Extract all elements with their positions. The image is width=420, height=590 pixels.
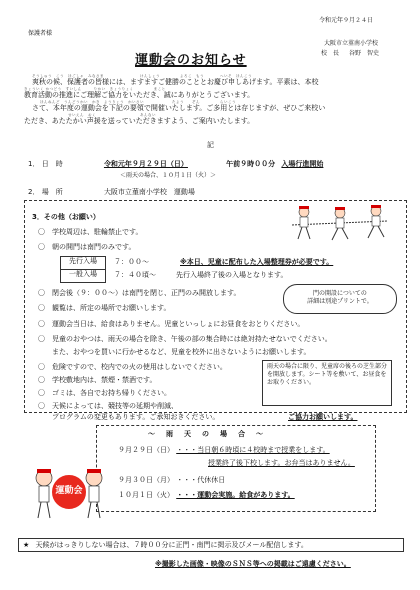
- rain-row-3: [118, 476, 225, 485]
- lunch-note: 〇 運動会当日は、給食はありません。児童といっしょにお昼食をおとりください。: [52, 320, 304, 329]
- fire-note: 〇 危険ですので、校内での火の使用はしないでください。: [52, 363, 227, 372]
- rain-row-4-text: ・・・運動会実施。給食があります。: [176, 491, 295, 499]
- date-item: [28, 160, 323, 169]
- gate1-note: ※本日、児童に配布した入場整理券が必要です。: [180, 258, 334, 266]
- gate1-time: ７：００〜: [114, 258, 149, 266]
- rain-date: ＜雨天の場合、１０月１日（火）＞: [120, 172, 217, 179]
- notice-text: 天候がはっきりしない場合は、７時００分に正門・南門に掲示及びメール配信します。: [35, 541, 308, 549]
- rain-row-3-text: ・・・代休休日: [176, 476, 226, 484]
- place-value: 大阪市立菫南小学校 運動場: [103, 188, 195, 196]
- smoking-note: 〇 学校敷地内は、禁煙・禁酒です。: [52, 376, 156, 385]
- place-item: [28, 188, 195, 197]
- intro-line-2: 教育活動の推進にご理解ご協力をいただき、誠にありがとうございます。: [24, 91, 255, 99]
- sns-footer: ※撮影した画像・映像のＳＮＳ等への掲載はご遠慮ください。: [155, 560, 351, 568]
- weather-note: [52, 402, 178, 411]
- page-title: 運動会のお知らせ: [135, 53, 247, 68]
- intro-line-4: ただき、あたたかい声援を送っていただきますよう、ご案内いたします。: [24, 117, 255, 125]
- closing-note: 〇 閉会後（９：００〜）は南門を閉じ、正門のみ開放します。: [52, 289, 240, 298]
- rain-title: 〜 雨 天 の 場 合 〜: [148, 430, 265, 438]
- gate-info-bubble: [283, 284, 397, 314]
- bubble-line-2: 詳細は別途プリントで。: [307, 298, 373, 305]
- parking-note: 〇 学校周辺は、駐輪禁止です。: [52, 228, 142, 237]
- intro-line-3: さて、本年度の運動会を下記の要領で開催いたします。ご多用とは存じますが、ぜひご来校い: [32, 104, 326, 112]
- date-ceremony: 入場行進開始: [281, 160, 324, 168]
- trash-note: 〇 ゴミは、各自でお持ち帰りください。: [52, 389, 171, 398]
- notice-box: [18, 538, 404, 552]
- sports-day-logo: [28, 458, 108, 528]
- others-heading: 3．その他（お願い）: [32, 213, 100, 221]
- snack-note: 〇 児童のおやつは、雨天の場合を除き、午後の部の集合時には絶対持たせないでください。: [52, 335, 332, 344]
- principal-line: [321, 50, 379, 58]
- rain-lunch-box: 雨天の場合に限り、児童席の後ろの芝生部分を開放します。シート等を敷いて、お昼食をお取りください。: [262, 360, 392, 406]
- rain-row-1-date: ９月２９日（日）: [118, 446, 174, 454]
- gate2-label: 一般入場: [60, 269, 106, 283]
- rain-row-1-text: ・・・当日朝６時頃に４校時まで授業をします。: [176, 446, 330, 454]
- gate1-label: 先行入場: [60, 256, 106, 270]
- rain-row-4: [118, 491, 295, 500]
- rain-row-4-date: １０月１日（火）: [118, 491, 174, 499]
- addressee: 保護者様: [28, 30, 53, 37]
- bubble-line-1: 門の開設についての: [313, 290, 367, 297]
- seats-note: 〇 観覧は、所定の場所でお願いします。: [52, 304, 170, 313]
- snack-extra-note: また、おやつを買いに行かせるなど、児童を校外に出さないようにお願いします。: [52, 348, 311, 356]
- intro-line-1: 爽秋の候、保護者の皆様には、ますますご健勝のこととお慶び申しあげます。平素は、本校: [32, 78, 319, 86]
- place-label: 場 所: [41, 188, 63, 196]
- weather-note-2: プログラムの変更もあります。ご承知おきください。: [52, 413, 220, 421]
- principal-name: 谷野 智史: [348, 50, 379, 57]
- school-name: 大阪市立菫南小学校: [324, 40, 379, 47]
- place-item-number: 2．: [28, 188, 40, 196]
- issue-date: 令和元年９月２４日: [319, 17, 374, 24]
- gate2-note: 先行入場終了後の入場となります。: [176, 271, 288, 279]
- star-icon: ★: [23, 541, 30, 549]
- date-time: 午前９時００分: [226, 160, 276, 168]
- running-children-illustration: [282, 203, 397, 245]
- rain-row-2: 授業終了後下校します。お弁当はありません。: [208, 459, 355, 467]
- gate2-time: ７：４０頃〜: [114, 271, 156, 279]
- gate-note: 〇 朝の開門は南門のみです。: [52, 243, 135, 252]
- rain-row-1: [118, 446, 330, 455]
- weather-text: 天候によっては、競技等の延期や削減、: [52, 402, 178, 410]
- date-item-number: 1．: [28, 160, 40, 168]
- cooperation-note: ご協力お願いします。: [288, 413, 358, 421]
- logo-text: 運動会: [55, 486, 83, 496]
- ki-mark: 記: [207, 141, 214, 149]
- rain-row-3-date: ９月３０日（月）: [118, 476, 174, 484]
- date-label: 日 時: [41, 160, 63, 168]
- principal-title: 校 長: [321, 50, 340, 57]
- intro: そうしゅう こう ほごしゃ みなさま けんしょう よろこ もう へいそ ほんこう 爽秋の候、保護者の皆様には、ますますご健勝のこととお慶び申しあげます。平素は、本校 きょういく かつどう すいしん りかい きょうりょく まこと 教育活動の推進にご理解ご協力をいただき、誠にありがとうございます。 ほんねんど うんどうかい かき ようりょう かいさい たよう ぞん らいこう さて、本年度の運動会を下記の要領で開催いたします。ご多用とは存じますが、ぜひご来校い せいえん おく あんない ただき、あたたかい声援を送っていただきますよう、ご案内いたします。: [32, 74, 402, 126]
- date-value: 令和元年９月２９日（日）: [103, 160, 188, 168]
